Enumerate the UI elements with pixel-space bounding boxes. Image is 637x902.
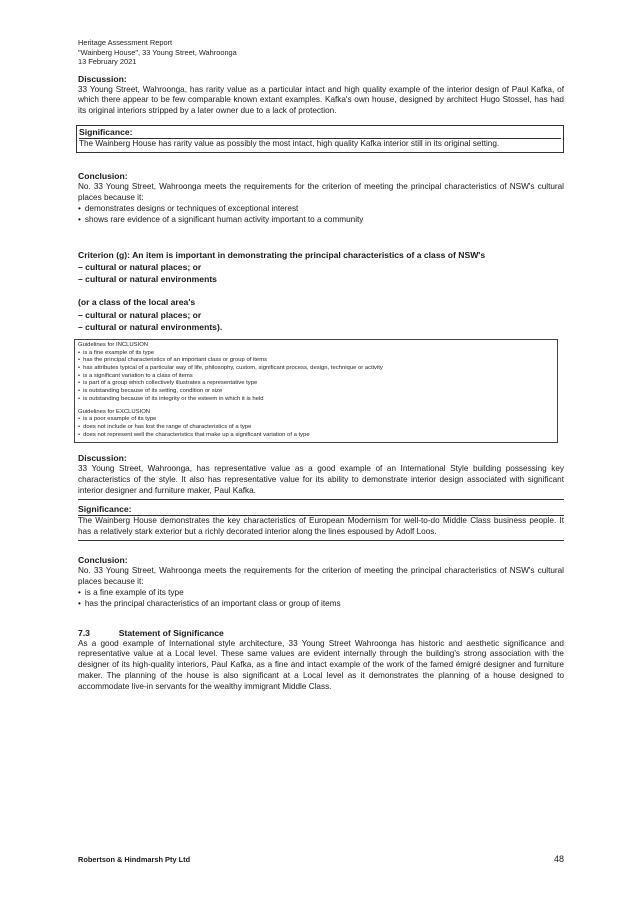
significance-heading: Significance:	[79, 127, 133, 138]
criterion-g	[78, 249, 564, 333]
running-header	[78, 38, 564, 67]
inclusion-title: Guidelines for INCLUSION	[78, 341, 149, 348]
conclusion-item: • has the principal characteristics of an important class or group of items	[78, 599, 564, 610]
header-property: "Wainberg House", 33 Young Street, Wahroonga	[78, 47, 237, 57]
discussion-heading: Discussion:	[78, 453, 127, 464]
page-number: 48	[553, 854, 564, 864]
header-date: 13 February 2021	[78, 57, 137, 66]
header-report-title: Heritage Assessment Report	[78, 38, 173, 47]
discussion-text: 33 Young Street, Wahroonga, has representative value as a good example of an International Style building possessing key characteristics of the style. It also has representative value for its ability to demonstrate interior design associated with significant interior designer and furniture maker, Paul Kafka.	[78, 464, 564, 500]
conclusion-1	[78, 171, 564, 226]
statement-of-significance	[78, 628, 564, 694]
criterion-line: (or a class of the local area's	[78, 297, 196, 308]
footer-company: Robertson & Hindmarsh Pty Ltd	[78, 855, 191, 864]
conclusion-item: • is a fine example of its type	[78, 588, 564, 599]
page-footer	[78, 855, 564, 864]
significance-heading: Significance:	[78, 504, 564, 516]
inclusion-item: • is a fine example of its type	[78, 350, 554, 358]
exclusion-item: • is a poor example of its type	[78, 416, 554, 424]
section-text: As a good example of International style architecture, 33 Young Street Wahroonga has historic and aesthetic significance and representative value at a Local level. These same values are evident internally through the building's strong association with the designer of its high-quality interiors, Paul Kafka, as a fine and intact example of the work of the famed émigré designer and furniture maker. The planning of the house is also significant at a Local level as it demonstrates the planning of a house designed to accommodate live-in servants for the wealthy immigrant Middle Class.	[78, 638, 564, 692]
inclusion-item: • is part of a group which collectively illustrates a representative type	[78, 380, 554, 388]
inclusion-item: • has attributes typical of a particular way of life, philosophy, custom, significant process, design, technique or activity	[78, 365, 554, 373]
inclusion-item: • is outstanding because of its setting, condition or size	[78, 388, 554, 396]
section-heading	[78, 628, 564, 639]
significance-box-2	[78, 504, 564, 541]
discussion-heading: Discussion:	[78, 73, 127, 84]
exclusion-item: • does not represent well the characteristics that make up a significant variation of a type	[78, 432, 554, 440]
criterion-line: – cultural or natural places; or	[78, 309, 202, 320]
inclusion-item: • is outstanding because of its integrity or the esteem in which it is held	[78, 396, 554, 404]
significance-box-1	[76, 125, 564, 153]
discussion-2	[78, 453, 564, 500]
exclusion-item: • does not include or has lost the range of characteristics of a type	[78, 424, 554, 432]
criterion-line: – cultural or natural environments	[78, 274, 217, 285]
document-page	[78, 38, 564, 693]
significance-text: The Wainberg House demonstrates the key characteristics of European Modernism for well-to-do Middle Class business people. It has a relatively stark exterior but a richly decorated interior along the lines espoused by Adolf Loos.	[78, 516, 564, 537]
criterion-line: – cultural or natural places; or	[78, 261, 202, 272]
guidelines-box	[74, 339, 558, 443]
exclusion-title: Guidelines for EXCLUSION	[78, 408, 151, 415]
significance-text: The Wainberg House has rarity value as possibly the most intact, high quality Kafka interior still in its original setting.	[79, 138, 561, 150]
conclusion-2	[78, 555, 564, 610]
discussion-1	[78, 74, 564, 118]
conclusion-item: • demonstrates designs or techniques of exceptional interest	[78, 204, 564, 215]
inclusion-item: • has the principal characteristics of an important class or group of items	[78, 357, 554, 365]
discussion-text: 33 Young Street, Wahroonga, has rarity value as a particular intact and high quality example of the interior design of Paul Kafka, of which there appear to be few comparable known extant examples. Kafka's own house, designed by architect Hugo Stossel, has had its original interiors stripped by a later owner due to a lack of protection.	[78, 84, 564, 116]
section-title: Statement of Significance	[118, 627, 224, 638]
conclusion-text: No. 33 Young Street, Wahroonga meets the requirements for the criterion of meeting the principal characteristics of NSW's cultural places because it:	[78, 565, 564, 586]
conclusion-heading: Conclusion:	[78, 171, 128, 182]
criterion-title: Criterion (g): An item is important in demonstrating the principal characteristics of a class of NSW's	[78, 249, 486, 260]
conclusion-text: No. 33 Young Street, Wahroonga meets the requirements for the criterion of meeting the principal characteristics of NSW's cultural places because it:	[78, 182, 564, 203]
section-number: 7.3	[78, 627, 90, 638]
criterion-line: – cultural or natural environments).	[78, 321, 223, 332]
inclusion-item: • is a significant variation to a class of items	[78, 373, 554, 381]
conclusion-item: • shows rare evidence of a significant human activity important to a community	[78, 215, 564, 226]
conclusion-heading: Conclusion:	[78, 554, 128, 565]
